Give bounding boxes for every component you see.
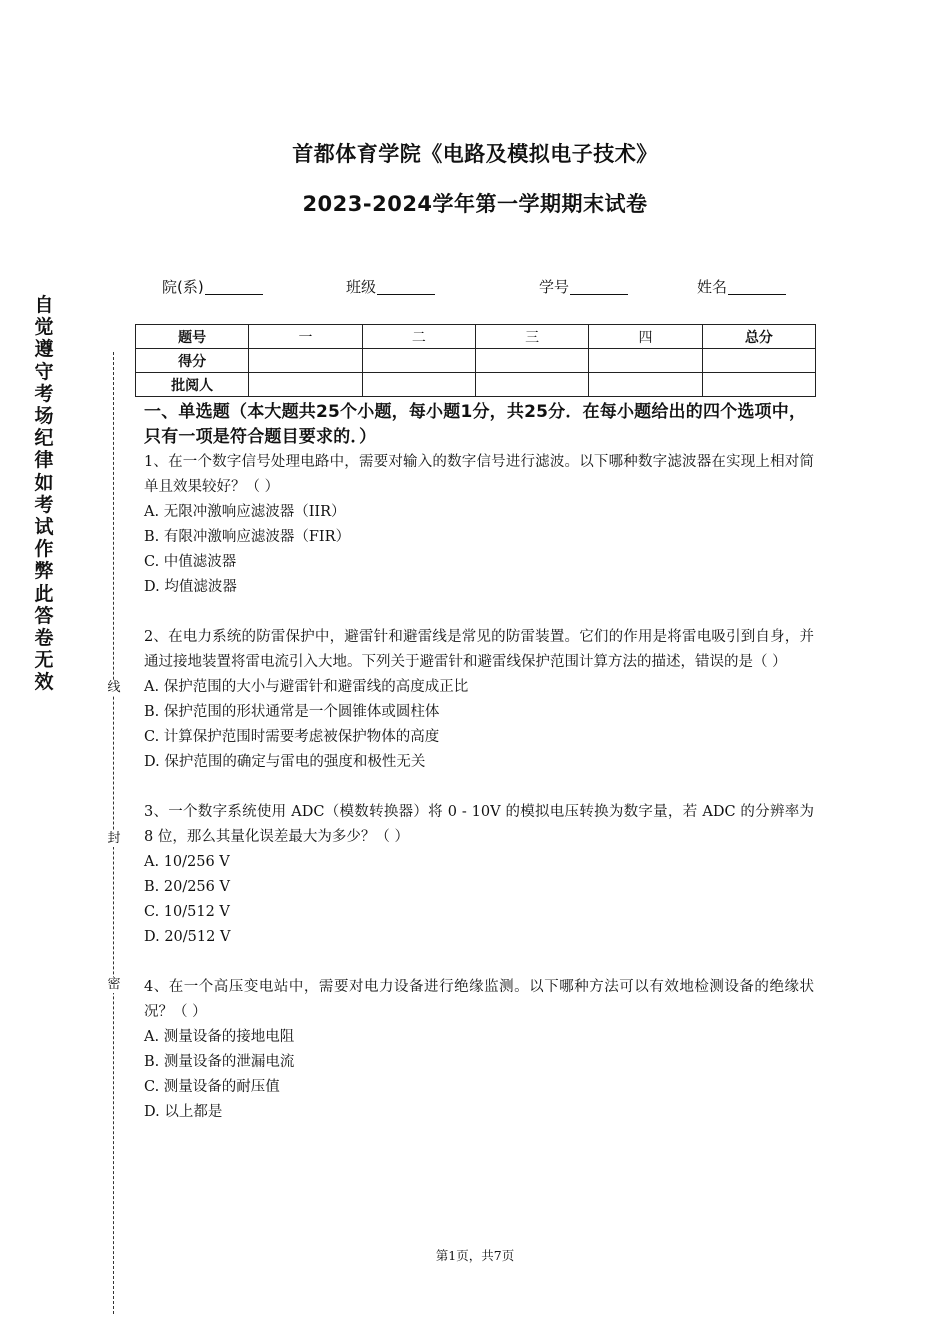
option-d[interactable]: D. 均值滤波器: [144, 579, 237, 595]
score-cell[interactable]: [475, 349, 588, 373]
cut-mark-seal: 封: [104, 831, 124, 847]
question-4: [144, 975, 814, 1125]
side-notice-text: 自觉遵守考场纪律如考试作弊此答卷无效: [34, 294, 54, 694]
option-a[interactable]: A. 10/256 V: [144, 854, 230, 870]
question-stem: 3、一个数字系统使用 ADC（模数转换器）将 0 - 10V 的模拟电压转换为数字量，若 ADC 的分辨率为 8 位，那么其量化误差最大为多少？（ ）: [144, 804, 814, 845]
exam-title-line2: 2023-2024学年第一学期期末试卷: [302, 192, 648, 216]
info-name: [697, 276, 786, 297]
score-col-total: 总分: [702, 325, 815, 349]
score-row-label-score: 得分: [136, 349, 249, 373]
option-a[interactable]: A. 保护范围的大小与避雷针和避雷线的高度成正比: [144, 679, 469, 695]
exam-title-line1: 首都体育学院《电路及模拟电子技术》: [292, 142, 658, 166]
grader-cell[interactable]: [589, 373, 702, 397]
question-stem: 1、在一个数字信号处理电路中，需要对输入的数字信号进行滤波。以下哪种数字滤波器在实现上相对简单且效果较好？（ ）: [144, 454, 814, 495]
option-d[interactable]: D. 保护范围的确定与雷电的强度和极性无关: [144, 754, 426, 770]
info-class: [346, 276, 435, 297]
grader-cell[interactable]: [702, 373, 815, 397]
info-name-blank[interactable]: [728, 278, 786, 295]
score-col-4: 四: [589, 325, 702, 349]
option-c[interactable]: C. 测量设备的耐压值: [144, 1079, 280, 1095]
score-cell[interactable]: [589, 349, 702, 373]
option-a[interactable]: A. 无限冲激响应滤波器（IIR）: [144, 504, 346, 520]
score-col-3: 三: [475, 325, 588, 349]
score-table-header-row: [136, 325, 816, 349]
info-department-label: 院(系): [162, 278, 204, 296]
info-name-label: 姓名: [697, 278, 728, 296]
grader-cell[interactable]: [475, 373, 588, 397]
option-b[interactable]: B. 保护范围的形状通常是一个圆锥体或圆柱体: [144, 704, 440, 720]
info-student-id: [539, 276, 628, 297]
info-department-blank[interactable]: [205, 278, 263, 295]
option-b[interactable]: B. 20/256 V: [144, 879, 230, 895]
question-stem: 2、在电力系统的防雷保护中，避雷针和避雷线是常见的防雷装置。它们的作用是将雷电吸引到自身，并通过接地装置将雷电流引入大地。下列关于避雷针和避雷线保护范围计算方法的描述，错误的是（ ）: [144, 629, 814, 670]
section-single-choice: [144, 400, 814, 1125]
score-col-1: 一: [249, 325, 362, 349]
question-spacer: [144, 950, 814, 975]
cut-mark-line: 线: [104, 680, 124, 696]
score-table-row-grader: [136, 373, 816, 397]
option-d[interactable]: D. 20/512 V: [144, 929, 231, 945]
question-spacer: [144, 600, 814, 625]
option-c[interactable]: C. 10/512 V: [144, 904, 230, 920]
page-number-footer: 第1页，共7页: [435, 1248, 515, 1263]
info-department: [162, 276, 263, 297]
question-3: [144, 800, 814, 950]
option-d[interactable]: D. 以上都是: [144, 1104, 223, 1120]
grader-cell[interactable]: [249, 373, 362, 397]
score-cell[interactable]: [702, 349, 815, 373]
score-cell[interactable]: [362, 349, 475, 373]
score-row-label-grader: 批阅人: [136, 373, 249, 397]
score-table: [135, 324, 816, 397]
info-class-label: 班级: [346, 278, 377, 296]
score-table-row-score: [136, 349, 816, 373]
section-heading: 一、单选题（本大题共25个小题，每小题1分，共25分．在每小题给出的四个选项中，只有一项是符合题目要求的．）: [144, 402, 807, 447]
option-b[interactable]: B. 有限冲激响应滤波器（FIR）: [144, 529, 351, 545]
option-c[interactable]: C. 中值滤波器: [144, 554, 237, 570]
question-2: [144, 625, 814, 775]
grader-cell[interactable]: [362, 373, 475, 397]
info-class-blank[interactable]: [377, 278, 435, 295]
option-a[interactable]: A. 测量设备的接地电阻: [144, 1029, 295, 1045]
option-c[interactable]: C. 计算保护范围时需要考虑被保护物体的高度: [144, 729, 440, 745]
option-b[interactable]: B. 测量设备的泄漏电流: [144, 1054, 295, 1070]
score-col-number: 题号: [136, 325, 249, 349]
question-1: [144, 450, 814, 600]
info-student-id-label: 学号: [539, 278, 570, 296]
info-student-id-blank[interactable]: [570, 278, 628, 295]
cut-mark-secret: 密: [104, 977, 124, 993]
question-spacer: [144, 775, 814, 800]
question-stem: 4、在一个高压变电站中，需要对电力设备进行绝缘监测。以下哪种方法可以有效地检测设备的绝缘状况？（ ）: [144, 979, 814, 1020]
score-cell[interactable]: [249, 349, 362, 373]
score-col-2: 二: [362, 325, 475, 349]
